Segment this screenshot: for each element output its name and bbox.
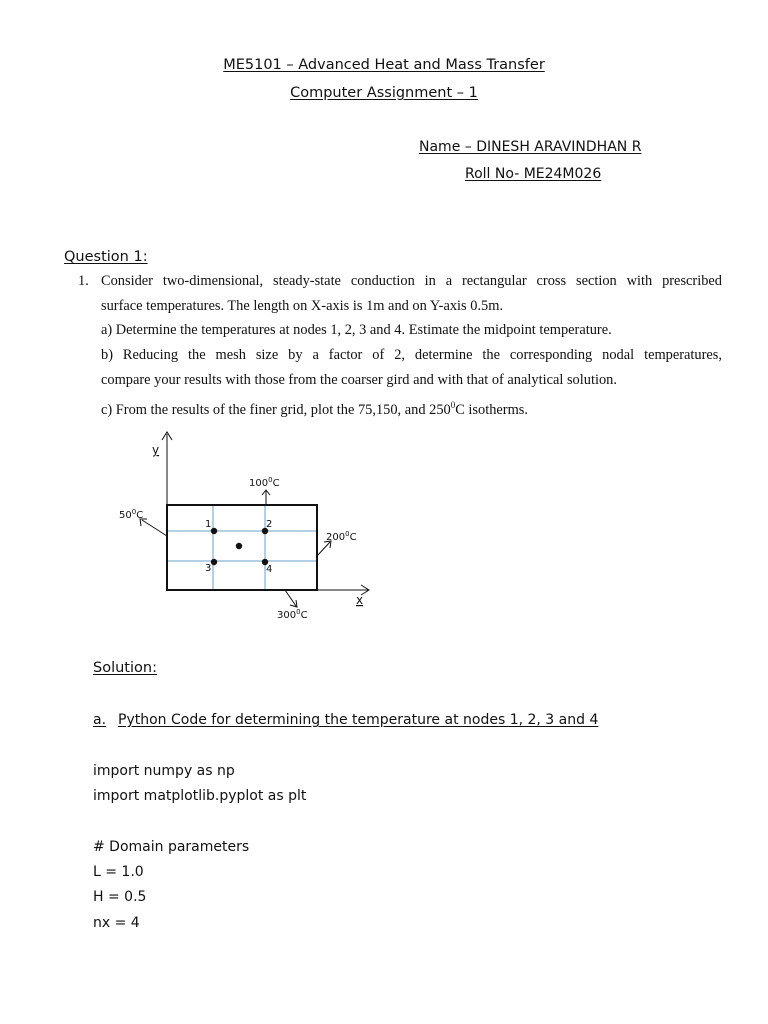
y-axis-label: y: [152, 443, 160, 457]
part-a-heading: a. Python Code for determining the temperature at nodes 1, 2, 3 and 4: [93, 712, 599, 728]
question-number: 1.: [78, 273, 89, 289]
bottom-temperature: $300^0C$: [277, 608, 308, 621]
code-line: # Domain parameters: [93, 838, 250, 855]
question-part-a: a) Determine the temperatures at nodes 1, 2, 3 and 4. Estimate the midpoint temperature.: [101, 322, 612, 339]
node-label-1: 1: [205, 519, 212, 530]
assignment-title: Computer Assignment – 1: [290, 85, 478, 101]
student-name: Name – DINESH ARAVINDHAN R: [419, 139, 642, 155]
top-temperature: $100^0C$: [249, 476, 280, 489]
domain-rectangle: [167, 505, 317, 590]
code-line: nx = 4: [93, 914, 140, 931]
course-title: ME5101 – Advanced Heat and Mass Transfer: [223, 57, 545, 73]
node-label-2: 2: [266, 519, 273, 530]
domain-figure: [100, 428, 400, 628]
code-block: [93, 759, 306, 936]
code-line: L = 1.0: [93, 864, 144, 881]
right-arrow: [317, 542, 330, 556]
question-part-b-cont: compare your results with those from the coarser gird and with that of analytical solution.: [101, 371, 617, 388]
question-heading: Question 1:: [64, 249, 148, 265]
question-line: surface temperatures. The length on X-axis is 1m and on Y-axis 0.5m.: [101, 297, 504, 314]
node-3-dot: [211, 559, 217, 565]
left-arrow: [142, 520, 167, 536]
code-line: import numpy as np: [93, 763, 235, 779]
left-temperature: $50^0C$: [119, 508, 144, 521]
question-text: [78, 269, 722, 422]
roll-number: Roll No- ME24M026: [465, 166, 602, 182]
midpoint-dot: [236, 543, 242, 549]
node-1-dot: [211, 528, 217, 534]
solution-heading: Solution:: [93, 660, 157, 676]
question-part-c: c) From the results of the finer grid, plot the 75,150, and $250^0C$ isotherms.: [101, 399, 528, 418]
code-line: H = 0.5: [93, 889, 147, 906]
code-line-blank: [93, 810, 306, 835]
question-line: Consider two-dimensional, steady-state conduction in a rectangular cross section with prescribed: [101, 273, 722, 289]
question-part-b: b) Reducing the mesh size by a factor of 2, determine the corresponding nodal temperatures,: [101, 347, 722, 364]
node-label-3: 3: [205, 563, 212, 574]
right-temperature: $200^0C$: [326, 530, 357, 543]
x-axis-label: x: [356, 593, 364, 607]
code-line: import matplotlib.pyplot as plt: [93, 788, 307, 805]
bottom-arrow: [285, 590, 296, 606]
node-label-4: 4: [266, 564, 273, 575]
